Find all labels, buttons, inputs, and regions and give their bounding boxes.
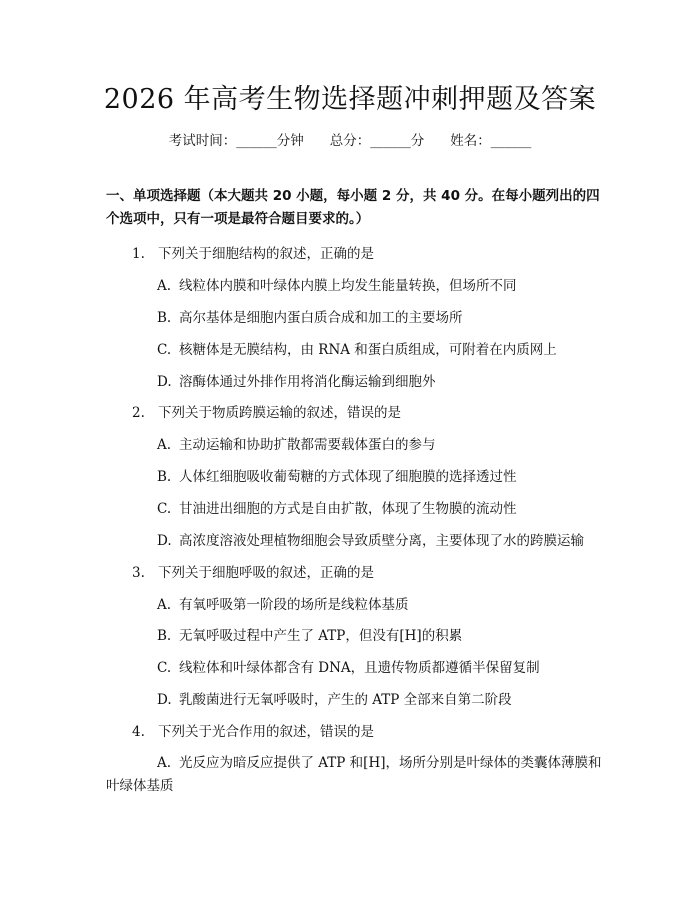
- question-2-option-a: [157, 434, 436, 456]
- question-number: 1.: [132, 246, 145, 262]
- question-1-option-b: [157, 307, 463, 329]
- question-3-option-a: [157, 594, 409, 616]
- option-text: 人体红细胞吸收葡萄糖的方式体现了细胞膜的选择透过性: [179, 469, 517, 485]
- question-2-option-d: [157, 530, 584, 552]
- option-letter: B.: [157, 628, 172, 644]
- option-letter: C.: [157, 660, 172, 676]
- question-stem: 下列关于细胞结构的叙述，正确的是: [158, 246, 374, 262]
- option-text: 核糖体是无膜结构，由 RNA 和蛋白质组成，可附着在内质网上: [179, 342, 557, 358]
- question-3: [132, 562, 374, 584]
- option-text: 高浓度溶液处理植物细胞会导致质壁分离，主要体现了水的跨膜运输: [179, 533, 584, 549]
- question-number: 4.: [132, 724, 145, 740]
- option-text: 甘油进出细胞的方式是自由扩散，体现了生物膜的流动性: [179, 501, 517, 517]
- total-score-field: 总分：______分: [329, 133, 425, 149]
- option-letter: D.: [157, 692, 172, 708]
- option-text: 无氧呼吸过程中产生了 ATP，但没有[H]的积累: [179, 628, 463, 644]
- option-letter: C.: [157, 342, 172, 358]
- option-text: 线粒体和叶绿体都含有 DNA，且遗传物质都遵循半保留复制: [179, 660, 540, 676]
- question-1: [132, 243, 374, 265]
- question-2-option-b: [157, 466, 517, 488]
- option-text: 乳酸菌进行无氧呼吸时，产生的 ATP 全部来自第二阶段: [179, 692, 512, 708]
- option-letter: B.: [157, 310, 172, 326]
- question-4-option-a: [106, 752, 606, 798]
- question-2: [132, 402, 401, 424]
- question-stem: 下列关于光合作用的叙述，错误的是: [158, 724, 374, 740]
- question-3-option-c: [157, 657, 540, 679]
- name-field: 姓名：______: [450, 133, 532, 149]
- option-letter: C.: [157, 501, 172, 517]
- question-3-option-b: [157, 625, 462, 647]
- section-heading: 一、单项选择题（本大题共 20 小题，每小题 2 分，共 40 分。在每小题列出的四个选项中，只有一项是最符合题目要求的。）: [106, 188, 600, 227]
- question-stem: 下列关于物质跨膜运输的叙述，错误的是: [158, 405, 401, 421]
- option-letter: D.: [157, 374, 172, 390]
- option-text: 溶酶体通过外排作用将消化酶运输到细胞外: [179, 374, 436, 390]
- option-text: 光反应为暗反应提供了 ATP 和[H]，场所分别是叶绿体的类囊体薄膜和叶绿体基质: [106, 755, 602, 794]
- option-text: 线粒体内膜和叶绿体内膜上均发生能量转换，但场所不同: [179, 278, 517, 294]
- option-letter: A.: [157, 437, 172, 453]
- question-1-option-a: [157, 275, 517, 297]
- question-1-option-d: [157, 371, 436, 393]
- exam-time-field: 考试时间：______分钟: [168, 133, 304, 149]
- option-letter: B.: [157, 469, 172, 485]
- question-stem: 下列关于细胞呼吸的叙述，正确的是: [158, 565, 374, 581]
- option-text: 有氧呼吸第一阶段的场所是线粒体基质: [179, 597, 409, 613]
- question-3-option-d: [157, 689, 512, 711]
- option-letter: A.: [157, 755, 172, 771]
- question-4: [132, 721, 374, 743]
- option-letter: A.: [157, 597, 172, 613]
- option-letter: D.: [157, 533, 172, 549]
- question-1-option-c: [157, 339, 557, 361]
- option-letter: A.: [157, 278, 172, 294]
- page-title: 2026 年高考生物选择题冲刺押题及答案: [103, 84, 597, 115]
- question-2-option-c: [157, 498, 517, 520]
- question-number: 2.: [132, 405, 145, 421]
- question-number: 3.: [132, 565, 145, 581]
- option-text: 主动运输和协助扩散都需要载体蛋白的参与: [179, 437, 436, 453]
- exam-info-line: [0, 130, 700, 152]
- option-text: 高尔基体是细胞内蛋白质合成和加工的主要场所: [179, 310, 463, 326]
